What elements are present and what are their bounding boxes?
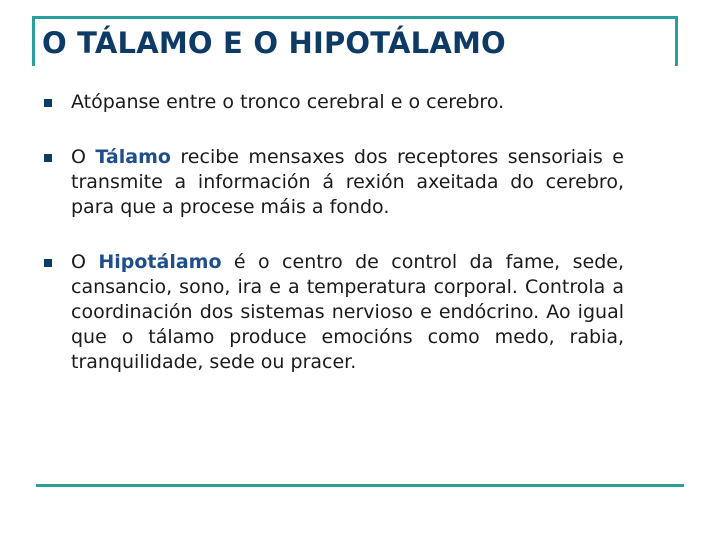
square-bullet-icon — [44, 99, 52, 107]
thalamus-highlight: Tálamo — [95, 146, 171, 168]
title-frame-top-line — [32, 16, 678, 19]
bullet-text-lead: O — [71, 251, 99, 273]
bottom-divider-line — [36, 484, 684, 487]
slide-title: O TÁLAMO E O HIPOTÁLAMO — [42, 26, 506, 60]
bullet-text: Atópanse entre o tronco cerebral e o cerebro. — [71, 91, 505, 113]
bullet-item-location — [44, 90, 624, 115]
square-bullet-icon — [44, 154, 52, 162]
bullet-text-body: recibe mensaxes dos receptores sensoriais e transmite a información á rexión axeitada do cerebro, para que a procese máis a fondo. — [71, 146, 624, 218]
bullet-text-lead: O — [71, 146, 96, 168]
hypothalamus-highlight: Hipotálamo — [98, 251, 222, 273]
bullet-item-thalamus — [44, 145, 624, 220]
title-frame-right-line — [675, 16, 678, 66]
bullet-list — [44, 90, 624, 405]
bullet-text-body: é o centro de control da fame, sede, cansancio, sono, ira e a temperatura corporal. Controla a coordinación dos sistemas nervioso e endócrino. Ao igual que o tálamo produce emocións como medo, rabia, tranquilidade, sede ou pracer. — [71, 251, 624, 373]
title-frame-left-line — [32, 16, 35, 66]
bullet-item-hypothalamus — [44, 250, 624, 375]
square-bullet-icon — [44, 259, 52, 267]
